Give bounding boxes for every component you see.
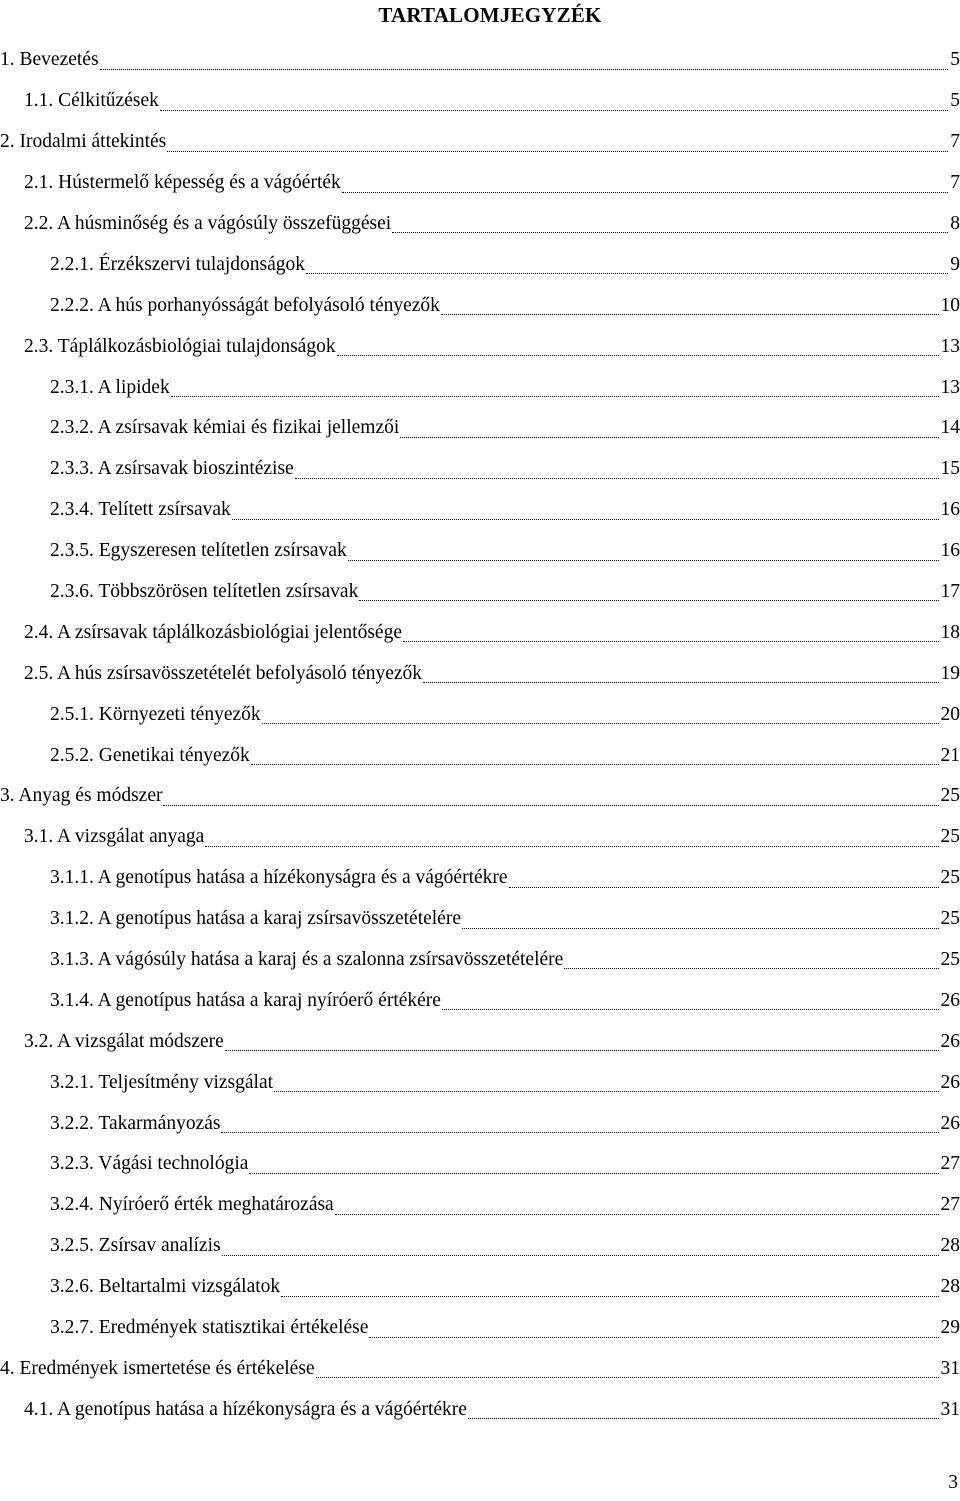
- toc-entry-page: 15: [940, 458, 960, 480]
- toc-entry-page: 18: [940, 621, 960, 643]
- toc-entry-label: 2.2.1. Érzékszervi tulajdonságok: [50, 253, 306, 275]
- toc-dot-leader: [403, 612, 939, 653]
- toc-entry-page: 28: [940, 1235, 960, 1257]
- toc-entry-page: 28: [940, 1276, 960, 1298]
- toc-entry[interactable]: [0, 1021, 960, 1062]
- toc-dot-leader: [441, 285, 939, 326]
- toc-dot-leader: [400, 408, 938, 449]
- toc-dot-leader: [295, 449, 939, 490]
- toc-dot-leader: [335, 1185, 939, 1226]
- toc-dot-leader: [392, 204, 948, 245]
- toc-entry-page: 8: [950, 213, 960, 234]
- toc-entry-label: 2. Irodalmi áttekintés: [0, 131, 167, 153]
- toc-entry[interactable]: [0, 163, 960, 204]
- toc-dot-leader: [564, 940, 938, 981]
- toc-entry-label: 2.3.6. Többszörösen telítetlen zsírsavak: [50, 581, 359, 603]
- toc-entry[interactable]: [0, 285, 960, 326]
- toc-entry-label: 2.3.2. A zsírsavak kémiai és fizikai jellemzői: [50, 417, 400, 439]
- toc-dot-leader: [249, 1144, 938, 1185]
- toc-dot-leader: [222, 1226, 939, 1267]
- toc-entry-label: 1. Bevezetés: [0, 49, 99, 71]
- toc-entry[interactable]: [0, 40, 960, 81]
- toc-entry-label: 3.2.5. Zsírsav analízis: [50, 1235, 221, 1257]
- toc-dot-leader: [262, 694, 939, 735]
- toc-dot-leader: [348, 531, 939, 572]
- toc-entry-page: 31: [940, 1357, 960, 1379]
- toc-entry[interactable]: [0, 1144, 960, 1185]
- toc-entry[interactable]: [0, 326, 960, 367]
- toc-entry[interactable]: [0, 449, 960, 490]
- toc-dot-leader: [205, 817, 938, 858]
- toc-entry[interactable]: [0, 653, 960, 694]
- toc-entry-label: 3.2.6. Beltartalmi vizsgálatok: [50, 1276, 281, 1298]
- toc-entry-label: 2.3.1. A lipidek: [50, 376, 170, 398]
- toc-dot-leader: [232, 490, 939, 531]
- toc-entry[interactable]: [0, 776, 960, 817]
- toc-entry-page: 20: [940, 703, 960, 725]
- toc-entry-page: 26: [940, 1030, 960, 1052]
- toc-dot-leader: [274, 1062, 938, 1103]
- toc-entry[interactable]: [0, 367, 960, 408]
- toc-dot-leader: [442, 980, 939, 1021]
- toc-dot-leader: [369, 1308, 938, 1349]
- toc-entry[interactable]: [0, 490, 960, 531]
- toc-entry-page: 14: [940, 417, 960, 439]
- toc-entry-label: 2.3.4. Telített zsírsavak: [50, 499, 231, 521]
- toc-entry-label: 3.2.4. Nyíróerő érték meghatározása: [50, 1194, 334, 1216]
- toc-entry-page: 25: [940, 867, 960, 889]
- toc-entry-label: 2.3. Táplálkozásbiológiai tulajdonságok: [24, 335, 336, 357]
- toc-entry[interactable]: [0, 81, 960, 122]
- toc-entry-page: 21: [940, 744, 960, 766]
- toc-entry-page: 10: [940, 294, 960, 316]
- toc-entry[interactable]: [0, 1226, 960, 1267]
- toc-entry[interactable]: [0, 899, 960, 940]
- toc-entry-label: 2.2. A húsminőség és a vágósúly összefüggései: [24, 213, 392, 234]
- toc-entry-label: 3.2.2. Takarmányozás: [50, 1112, 221, 1134]
- toc-entry-label: 2.5.1. Környezeti tényezők: [50, 703, 261, 725]
- toc-entry-label: 1.1. Célkitűzések: [24, 90, 159, 112]
- toc-entry-page: 31: [940, 1398, 960, 1420]
- toc-dot-leader: [251, 735, 939, 776]
- toc-entry-page: 19: [940, 662, 960, 684]
- toc-entry[interactable]: [0, 980, 960, 1021]
- toc-entry-page: 13: [940, 376, 960, 398]
- toc-entry-page: 25: [940, 949, 960, 971]
- toc-entry-page: 16: [940, 499, 960, 521]
- toc-entry-page: 5: [950, 49, 960, 71]
- toc-entry-page: 27: [940, 1194, 960, 1216]
- toc-entry[interactable]: [0, 531, 960, 572]
- toc-entry-label: 2.5. A hús zsírsavösszetételét befolyásoló tényezők: [24, 662, 423, 684]
- toc-entry[interactable]: [0, 735, 960, 776]
- toc-entry-label: 2.2.2. A hús porhanyósságát befolyásoló tényezők: [50, 294, 440, 316]
- toc-entry-label: 3.2.7. Eredmények statisztikai értékelése: [50, 1317, 369, 1339]
- toc-dot-leader: [160, 81, 948, 122]
- toc-entry-page: 7: [950, 172, 960, 194]
- toc-entry[interactable]: [0, 1389, 960, 1430]
- toc-entry[interactable]: [0, 940, 960, 981]
- toc-entry[interactable]: [0, 858, 960, 899]
- toc-entry-page: 5: [950, 90, 960, 112]
- toc-dot-leader: [468, 1389, 939, 1430]
- toc-entry[interactable]: [0, 204, 960, 245]
- toc-dot-leader: [337, 326, 939, 367]
- toc-dot-leader: [342, 163, 948, 204]
- toc-dot-leader: [462, 899, 939, 940]
- toc-entry[interactable]: [0, 122, 960, 163]
- toc-entry-label: 3.2.1. Teljesítmény vizsgálat: [50, 1071, 274, 1093]
- toc-entry-page: 27: [940, 1153, 960, 1175]
- toc-entry[interactable]: [0, 1062, 960, 1103]
- toc-entry-label: 2.1. Hústermelő képesség és a vágóérték: [24, 172, 341, 194]
- toc-entry-page: 9: [950, 253, 960, 275]
- page-number: 3: [948, 1472, 958, 1493]
- toc-entry-label: 3.1.4. A genotípus hatása a karaj nyíróerő értékére: [50, 989, 441, 1011]
- toc-entry[interactable]: [0, 408, 960, 449]
- toc-dot-leader: [225, 1021, 939, 1062]
- toc-entry-label: 3.1.2. A genotípus hatása a karaj zsírsavösszetételére: [50, 908, 461, 930]
- toc-entry-page: 16: [940, 540, 960, 562]
- toc-list: [0, 40, 960, 1430]
- toc-dot-leader: [316, 1349, 939, 1390]
- toc-entry[interactable]: [0, 817, 960, 858]
- toc-dot-leader: [100, 40, 948, 81]
- toc-entry-page: 13: [940, 335, 960, 357]
- toc-entry-page: 26: [940, 1112, 960, 1134]
- toc-entry-label: 3.1. A vizsgálat anyaga: [24, 826, 205, 848]
- toc-dot-leader: [167, 122, 948, 163]
- toc-entry-page: 29: [940, 1317, 960, 1339]
- toc-entry[interactable]: [0, 612, 960, 653]
- toc-entry-label: 2.3.3. A zsírsavak bioszintézise: [50, 458, 294, 480]
- toc-entry-label: 4. Eredmények ismertetése és értékelése: [0, 1357, 315, 1379]
- toc-entry[interactable]: [0, 1185, 960, 1226]
- toc-entry[interactable]: [0, 1349, 960, 1390]
- toc-entry-page: 26: [940, 989, 960, 1011]
- toc-entry-label: 3.2.3. Vágási technológia: [50, 1153, 249, 1175]
- toc-entry-page: 26: [940, 1071, 960, 1093]
- toc-entry[interactable]: [0, 694, 960, 735]
- toc-entry-label: 2.5.2. Genetikai tényezők: [50, 744, 250, 766]
- toc-entry[interactable]: [0, 1267, 960, 1308]
- toc-entry-label: 3.2. A vizsgálat módszere: [24, 1030, 224, 1052]
- toc-entry-page: 17: [940, 581, 960, 603]
- toc-dot-leader: [171, 367, 939, 408]
- toc-entry-page: 25: [940, 785, 960, 807]
- toc-entry-page: 7: [950, 131, 960, 153]
- toc-entry[interactable]: [0, 244, 960, 285]
- toc-dot-leader: [306, 244, 948, 285]
- toc-entry-label: 2.3.5. Egyszeresen telítetlen zsírsavak: [50, 540, 347, 562]
- toc-title: TARTALOMJEGYZÉK: [378, 3, 602, 27]
- toc-dot-leader: [423, 653, 938, 694]
- toc-dot-leader: [359, 572, 938, 613]
- toc-entry-label: 4.1. A genotípus hatása a hízékonyságra és a vágóértékre: [24, 1398, 467, 1420]
- toc-entry-label: 3.1.1. A genotípus hatása a hízékonyságra és a vágóértékre: [50, 867, 508, 889]
- toc-entry-label: 2.4. A zsírsavak táplálkozásbiológiai jelentősége: [24, 621, 402, 643]
- toc-entry-page: 25: [940, 908, 960, 930]
- toc-entry-label: 3.1.3. A vágósúly hatása a karaj és a szalonna zsírsavösszetételére: [50, 949, 564, 971]
- toc-entry-label: 3. Anyag és módszer: [0, 785, 163, 807]
- toc-entry[interactable]: [0, 1308, 960, 1349]
- toc-dot-leader: [163, 776, 938, 817]
- toc-entry[interactable]: [0, 1103, 960, 1144]
- toc-dot-leader: [221, 1103, 938, 1144]
- toc-entry-page: 25: [940, 826, 960, 848]
- toc-dot-leader: [509, 858, 939, 899]
- toc-dot-leader: [281, 1267, 938, 1308]
- toc-entry[interactable]: [0, 572, 960, 613]
